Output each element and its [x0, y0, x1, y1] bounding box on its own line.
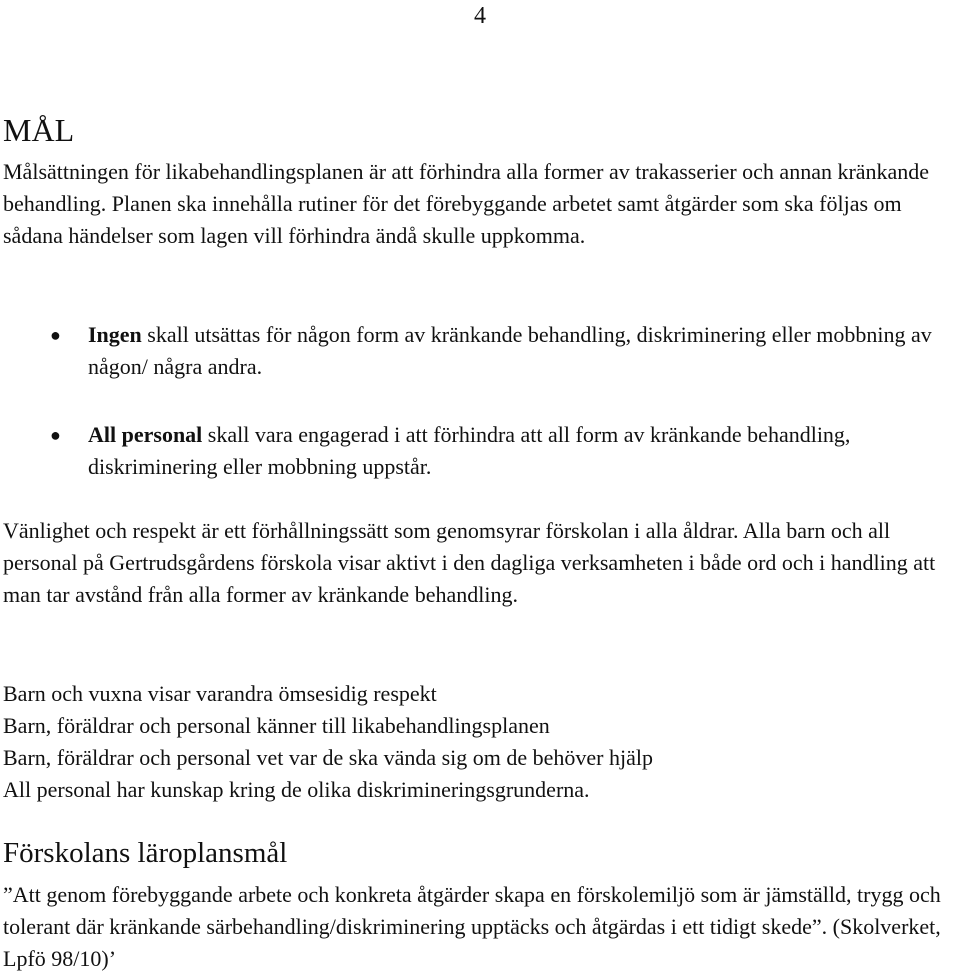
curriculum-quote: ”Att genom förebyggande arbete och konkreta åtgärder skapa en förskolemiljö som är jämställd, trygg och tolerant där kränkande särbehandling/diskriminering upptäcks och åtgärdas i ett tidigt skede”. (Skolverket, Lpfö 98/10)’	[3, 882, 941, 971]
bullet-text	[88, 319, 958, 383]
bullet-bold-lead: Ingen	[88, 322, 142, 347]
goal-line: Barn, föräldrar och personal vet var de ska vända sig om de behöver hjälp	[3, 745, 653, 770]
bullet-icon: ●	[50, 325, 61, 345]
bullet-bold-lead: All personal	[88, 422, 203, 447]
section-heading-laroplan: Förskolans läroplansmål	[3, 837, 288, 869]
bullet-icon: ●	[50, 425, 61, 445]
goal-line: All personal har kunskap kring de olika diskrimineringsgrunderna.	[3, 777, 590, 802]
intro-paragraph: Målsättningen för likabehandlingsplanen är att förhindra alla former av trakasserier och annan kränkande behandling. Planen ska innehålla rutiner för det förebyggande arbetet samt åtgärder som ska följas om sådana händelser som lagen vill förhindra ändå skulle uppkomma.	[3, 159, 930, 248]
section-heading-mal: MÅL	[3, 112, 75, 148]
values-paragraph: Vänlighet och respekt är ett förhållningssätt som genomsyrar förskolan i alla åldrar. Alla barn och all personal på Gertrudsgårdens förskola visar aktivt i den dagliga verksamheten i både ord och i handling att man tar avstånd från alla former av kränkande behandling.	[3, 518, 936, 607]
bullet-body: skall utsättas för någon form av kränkande behandling, diskriminering eller mobbning av någon/ några andra.	[88, 322, 932, 379]
bullet-text	[88, 419, 958, 483]
goal-line: Barn, föräldrar och personal känner till likabehandlingsplanen	[3, 713, 550, 738]
page-number: 4	[474, 3, 486, 29]
goal-line: Barn och vuxna visar varandra ömsesidig respekt	[3, 681, 437, 706]
goals-list	[3, 678, 958, 806]
bullet-body: skall vara engagerad i att förhindra att all form av kränkande behandling, diskriminering eller mobbning uppstår.	[88, 422, 851, 479]
